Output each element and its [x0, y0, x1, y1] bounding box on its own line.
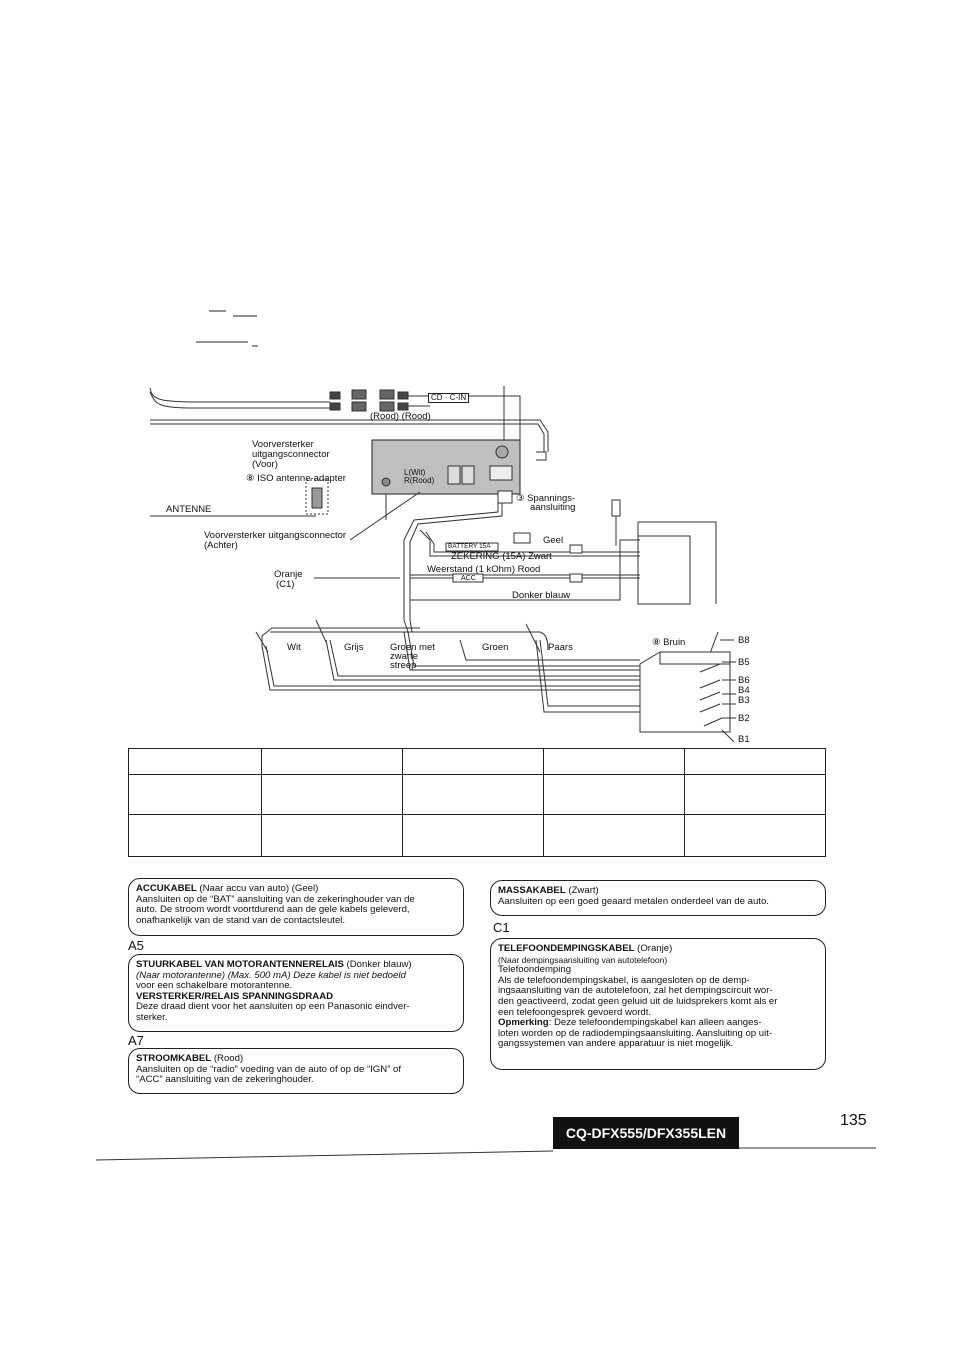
left-channel-label: L(Wit) [404, 468, 426, 477]
opmerking-text-2: loten worden op de radiodempingsaansluiting. Aansluiting op uit- [498, 1027, 773, 1039]
versterker-text-2: sterker. [136, 1011, 168, 1023]
versterker-title: VERSTERKER/RELAIS SPANNINGSDRAAD [136, 990, 334, 1002]
section-a7: A7 [128, 1033, 144, 1048]
paars-label: Paars [548, 642, 573, 653]
opmerking-text-1: : Deze telefoondempingskabel kan alleen aanges- [548, 1017, 762, 1029]
wit-label: Wit [287, 642, 301, 653]
stuurkabel-text-2: voor een schakelbare motorantenne. [136, 980, 293, 992]
stroomkabel-text-1: Aansluiten op de “radio” voeding van de auto of op de “IGN” of [136, 1063, 402, 1075]
telefoondemping-text-3: den geactiveerd, zodat geen geluid uit de luidsprekers komt als er [498, 995, 778, 1007]
telefoondemping-box [490, 938, 826, 1070]
antenne-label: ANTENNE [166, 504, 212, 515]
model-number-banner: CQ-DFX555/DFX355LEN [553, 1117, 739, 1149]
pin-b1: B1 [738, 734, 750, 745]
telefoondemping-text-4: een telefoongesprek gevoerd wordt. [498, 1006, 652, 1018]
pin-b3: B3 [738, 695, 750, 706]
stuurkabel-title: STUURKABEL VAN MOTORANTENNERELAIS [136, 959, 344, 970]
telefoondemping-sub: (Naar dempingsaansluiting van autotelefoon) [498, 954, 668, 965]
preamp-rear-label-1: Voorversterker uitgangsconnector [204, 530, 347, 541]
accukabel-subtitle: (Naar accu van auto) (Geel) [196, 883, 319, 894]
preamp-front-label-1: Voorversterker [252, 439, 314, 450]
right-channel-label: R(Rood) [404, 476, 435, 485]
versterker-text-1: Deze draad dient voor het aansluiten op een Panasonic eindver- [136, 1001, 410, 1013]
accukabel-text-3: onafhankelijk van de stand van de contactsleutel. [136, 914, 346, 926]
accukabel-text-2: auto. De stroom wordt voortdurend aan de gele kabels geleverd, [136, 904, 410, 916]
pin-b4: B4 [738, 685, 750, 696]
pin-b6: B6 [738, 675, 750, 686]
spanning-label-2: aansluiting [530, 502, 576, 513]
iso-adapter-label: ⑧ ISO antenne-adapter [246, 473, 346, 484]
rca-color-label: (Rood) (Rood) [370, 411, 431, 422]
pin-b5: B5 [738, 657, 750, 668]
preamp-front-label-3: (Voor) [252, 459, 278, 470]
zekering-label: ZEKERING (15A) Zwart [451, 551, 552, 562]
massakabel-subtitle: (Zwart) [565, 885, 599, 896]
telefoondemping-sub2: Telefoondemping [498, 964, 572, 976]
stuurkabel-box [128, 954, 464, 1032]
telefoondemping-text-2: ingsaansluiting van de autotelefoon, zal het dempingscircuit wor- [498, 985, 773, 997]
oranje-label-2: (C1) [276, 579, 295, 590]
opmerking-text-3: gangssystemen van andere apparatuur is niet mogelijk. [498, 1038, 734, 1050]
donker-blauw-label: Donker blauw [512, 590, 571, 601]
pin-b2: B2 [738, 713, 750, 724]
weerstand-label: Weerstand (1 kOhm) Rood [427, 564, 541, 575]
groen-label: Groen [482, 642, 509, 653]
battery-fuse-label: BATTERY 15A [448, 543, 491, 550]
geel-label: Geel [543, 535, 564, 546]
massakabel-text-1: Aansluiten op een goed geaard metalen onderdeel van de auto. [498, 895, 769, 907]
stroomkabel-box [128, 1048, 464, 1094]
acc-label: ACC [461, 575, 476, 582]
telefoondemping-title: TELEFOONDEMPINGSKABEL [498, 943, 635, 954]
spanning-label-1: ③ Spannings- [516, 493, 576, 504]
accukabel-box [128, 878, 464, 936]
telefoondemping-text-1: Als de telefoondempingskabel, is aangesloten op de demp- [498, 974, 750, 986]
accukabel-title: ACCUKABEL [136, 883, 197, 894]
telefoondemping-subtitle: (Oranje) [634, 943, 673, 954]
opmerking-label: Opmerking [498, 1017, 549, 1029]
preamp-rear-label-2: (Achter) [204, 540, 238, 551]
empty-grid-table [128, 748, 826, 857]
massakabel-title: MASSAKABEL [498, 885, 566, 896]
stroomkabel-title: STROOMKABEL [136, 1053, 212, 1064]
preamp-front-label-2: uitgangsconnector [252, 449, 330, 460]
pin-b8: B8 [738, 635, 750, 646]
groen-streep-label-3: streep [390, 660, 417, 671]
stuurkabel-text-1: (Naar motorantenne) (Max. 500 mA) Deze kabel is niet bedoeld [136, 969, 406, 981]
groen-streep-label-2: zwarte [390, 651, 418, 662]
section-c1: C1 [493, 920, 510, 935]
accukabel-text-1: Aansluiten op de “BAT” aansluiting van de zekeringhouder van de [136, 893, 415, 905]
stuurkabel-subtitle: (Donker blauw) [343, 959, 412, 970]
massakabel-box [490, 880, 826, 916]
groen-streep-label-1: Groen met [390, 642, 435, 653]
footer-rule [0, 1140, 954, 1170]
cd-cin-label: CD · C-IN [428, 393, 469, 403]
grijs-label: Grijs [344, 642, 364, 653]
stroomkabel-text-2: “ACC” aansluiting van de zekeringhouder. [136, 1074, 314, 1086]
page-number: 135 [840, 1112, 867, 1129]
stroomkabel-subtitle: (Rood) [211, 1053, 244, 1064]
bruin-label: ⑧ Bruin [652, 637, 686, 648]
oranje-label-1: Oranje [274, 569, 303, 580]
section-a5: A5 [128, 938, 144, 953]
